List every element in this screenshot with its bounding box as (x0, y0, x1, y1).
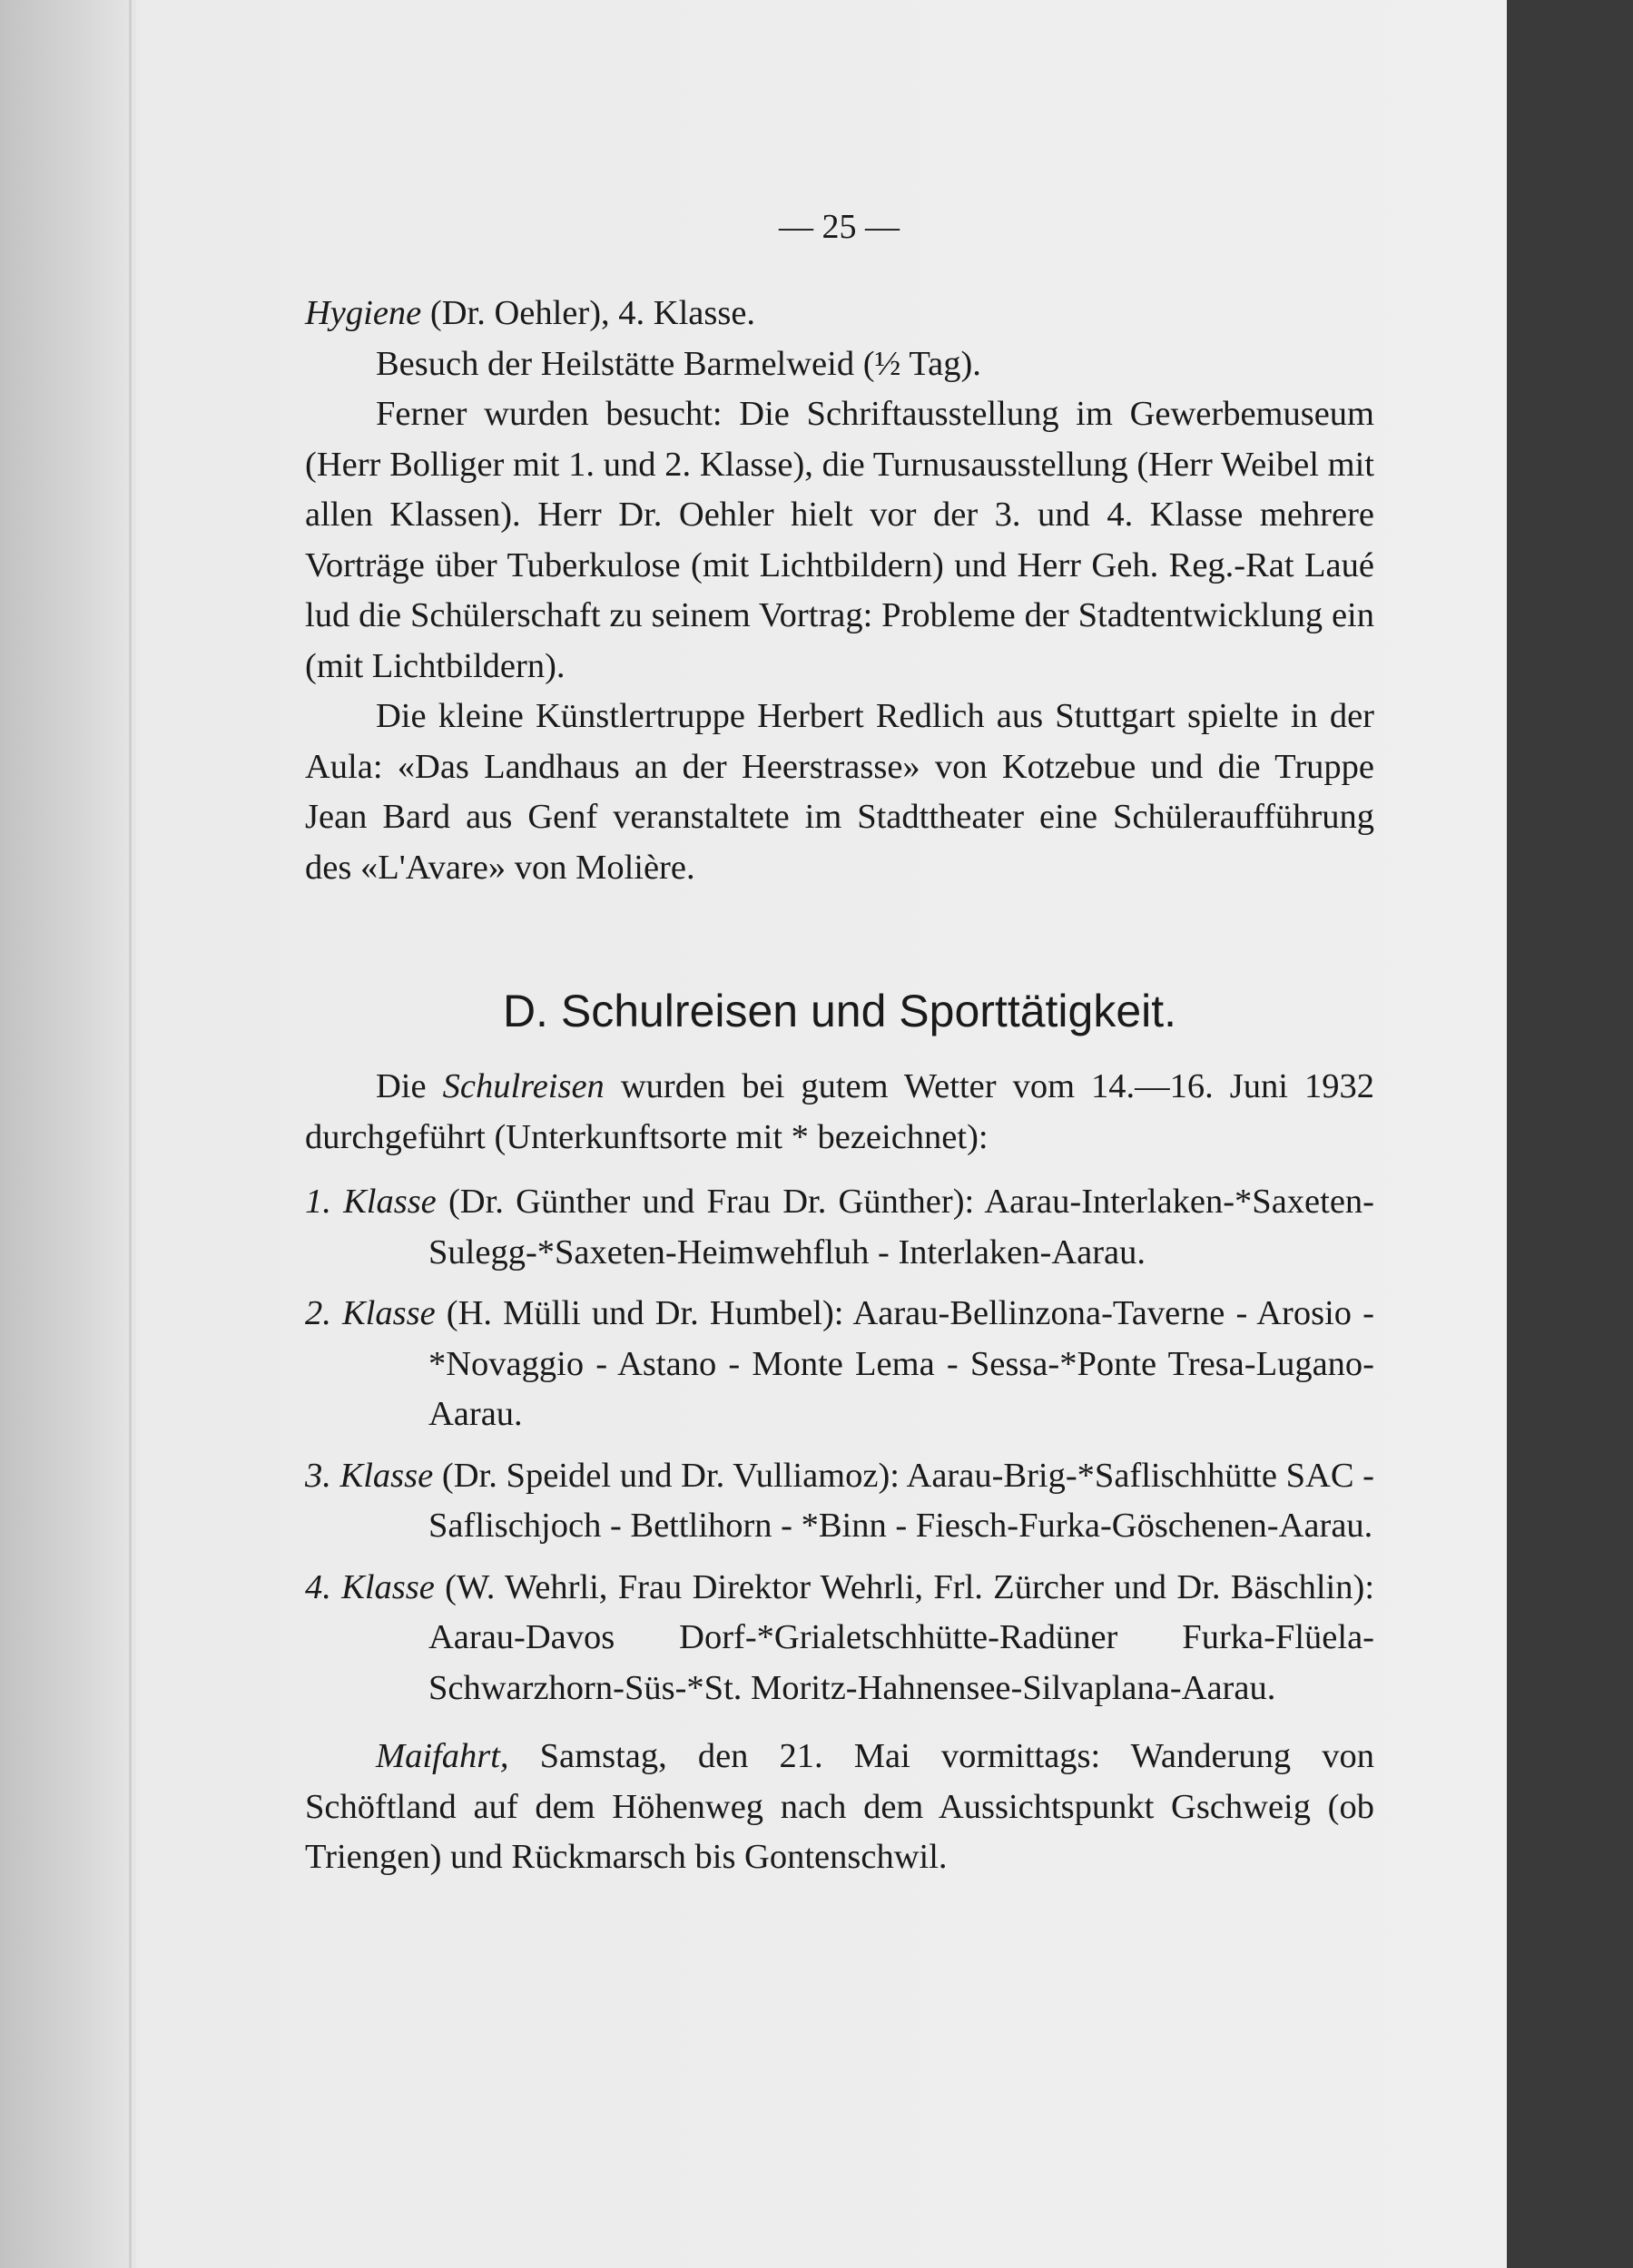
class-item-2 (305, 1289, 1374, 1440)
class-item-3 (305, 1451, 1374, 1552)
paragraph-theatre: Die kleine Künstlertruppe Herbert Redlich aus Stuttgart spielte in der Aula: «Das Landhaus an der Heerstrasse» von Kotzebue und die Truppe Jean Bard aus Genf veranstaltete im Stadttheater eine Schüleraufführung des «L'Avare» von Molière. (305, 697, 1374, 887)
hygiene-line (305, 289, 1374, 339)
book-gutter (0, 0, 136, 2268)
class-text-2: (H. Mülli und Dr. Humbel): Aarau-Bellinzona-Taverne - Arosio - *Novaggio - Astano - Monte Lema - Sessa-*Ponte Tresa-Lugano-Aarau. (428, 1294, 1374, 1433)
lead-pre: Die (376, 1067, 427, 1105)
class-text-4: (W. Wehrli, Frau Direktor Wehrli, Frl. Zürcher und Dr. Bäschlin): Aarau-Davos Dorf-*Grialetschhütte-Radüner Furka-Flüela-Schwarzhorn-Süs-*St. Moritz-Hahnensee-Silvaplana-Aarau. (428, 1567, 1375, 1707)
class-label-4: 4. Klasse (305, 1567, 435, 1606)
maifahrt-text: Samstag, den 21. Mai vormittags: Wanderung von Schöftland auf dem Höhenweg nach dem Aussichtspunkt Gschweig (ob Triengen) und Rückmarsch bis Gontenschwil. (305, 1737, 1374, 1876)
lead-post: wurden bei gutem Wetter vom 14.—16. Juni 1932 durchgeführt (Unterkunftsorte mit * bezeichnet): (305, 1067, 1374, 1156)
hygiene-rest: (Dr. Oehler), 4. Klasse. (429, 294, 756, 332)
class-label-3: 3. Klasse (305, 1456, 434, 1495)
schulreisen-block (305, 1062, 1374, 1883)
class-item-1 (305, 1177, 1374, 1278)
intro-block (305, 289, 1374, 893)
maifahrt-paragraph (305, 1732, 1374, 1883)
hygiene-title: Hygiene (305, 294, 422, 332)
paragraph-visits: Ferner wurden besucht: Die Schriftausstellung im Gewerbemuseum (Herr Bolliger mit 1. und 2. Klasse), die Turnusausstellung (Herr Weibel mit allen Klassen). Herr Dr. Oehler hielt vor der 3. und 4. Klasse mehrere Vorträge über Tuberkulose (mit Lichtbildern) und Herr Geh. Reg.-Rat Laué lud die Schülerschaft zu seinem Vortrag: Probleme der Stadtentwicklung ein (mit Lichtbildern). (305, 395, 1374, 685)
section-heading: D. Schulreisen und Sporttätigkeit. (502, 986, 1177, 1036)
visit-line: Besuch der Heilstätte Barmelweid (½ Tag). (376, 344, 981, 383)
class-label-2: 2. Klasse (305, 1294, 436, 1332)
lead-em: Schulreisen (442, 1067, 605, 1105)
class-text-1: (Dr. Günther und Frau Dr. Günther): Aarau-Interlaken-*Saxeten-Sulegg-*Saxeten-Heimwehfluh - Interlaken-Aarau. (428, 1183, 1375, 1271)
class-item-4 (305, 1563, 1374, 1714)
class-text-3: (Dr. Speidel und Dr. Vulliamoz): Aarau-Brig-*Saflischhütte SAC - Saflischjoch - Bettlihorn - *Binn - Fiesch-Furka-Göschenen-Aarau. (428, 1456, 1374, 1545)
maifahrt-title: Maifahrt, (376, 1737, 509, 1775)
schulreisen-lead (305, 1062, 1374, 1163)
class-label-1: 1. Klasse (305, 1183, 437, 1221)
page-number: — 25 — (779, 208, 900, 246)
gutter-edge (129, 0, 132, 2268)
